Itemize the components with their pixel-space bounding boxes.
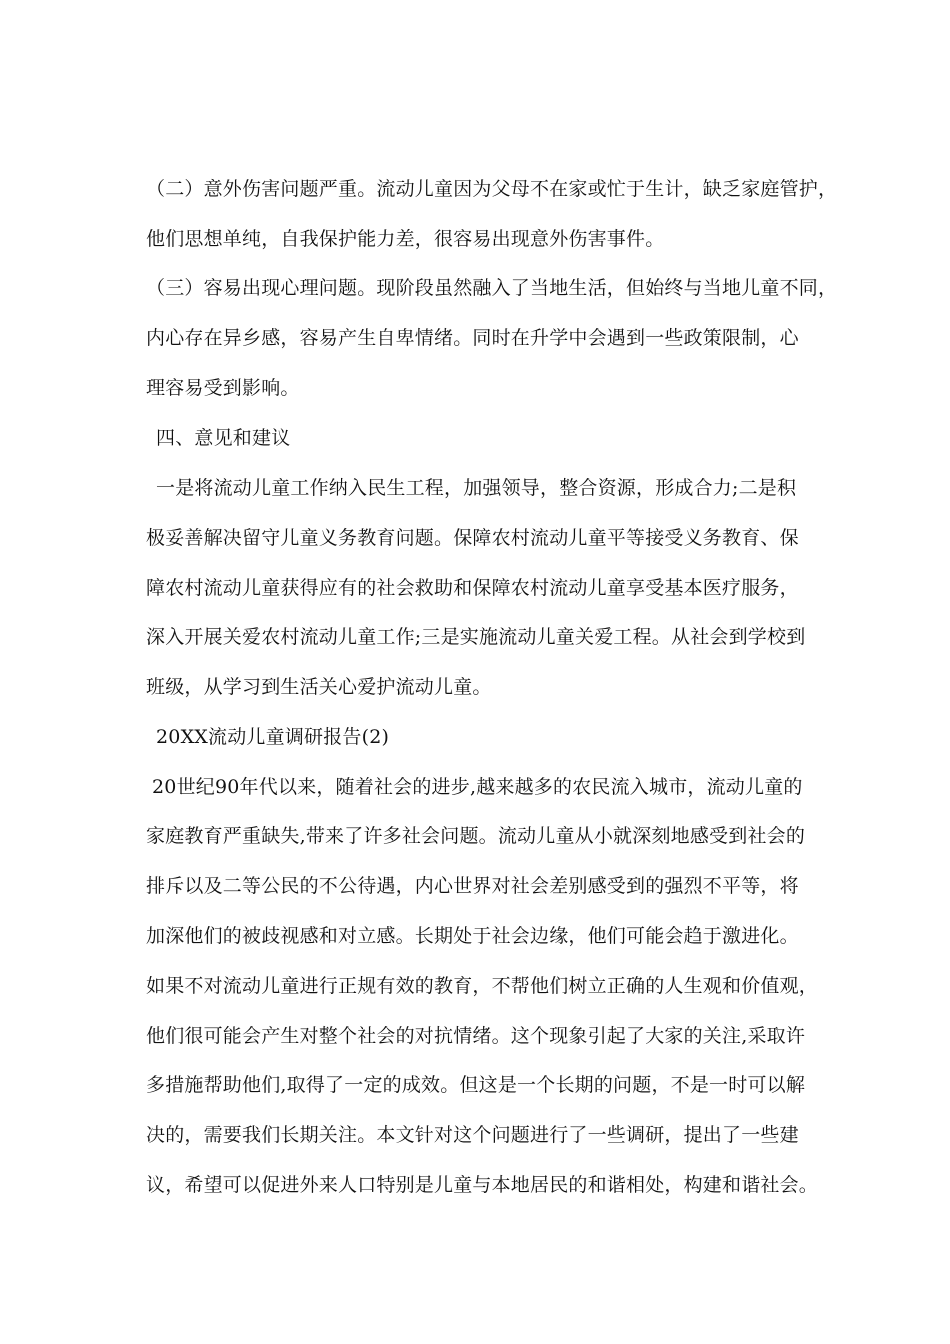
paragraph-line: （二）意外伤害问题严重。流动儿童因为父母不在家或忙于生计，缺乏家庭管护， xyxy=(146,178,838,200)
paragraph-line: 议，希望可以促进外来人口特别是儿童与本地居民的和谐相处，构建和谐社会。 xyxy=(146,1174,819,1196)
paragraph-line: 决的，需要我们长期关注。本文针对这个问题进行了一些调研，提出了一些建 xyxy=(146,1124,799,1146)
paragraph-line: 极妥善解决留守儿童义务教育问题。保障农村流动儿童平等接受义务教育、保 xyxy=(146,527,799,549)
paragraph-line: 障农村流动儿童获得应有的社会救助和保障农村流动儿童享受基本医疗服务， xyxy=(146,577,799,599)
paragraph-line: 排斥以及二等公民的不公待遇，内心世界对社会差别感受到的强烈不平等，将 xyxy=(146,875,799,897)
paragraph-line: 他们很可能会产生对整个社会的对抗情绪。这个现象引起了大家的关注,采取许 xyxy=(146,1025,806,1047)
paragraph-line: 20世纪90年代以来，随着社会的进步,越来越多的农民流入城市，流动儿童的 xyxy=(152,776,803,798)
paragraph-line: 家庭教育严重缺失,带来了许多社会问题。流动儿童从小就深刻地感受到社会的 xyxy=(146,825,806,847)
paragraph-line: 理容易受到影响。 xyxy=(146,377,300,399)
section-heading: 四、意见和建议 xyxy=(156,427,291,449)
paragraph-line: 深入开展关爱农村流动儿童工作;三是实施流动儿童关爱工程。从社会到学校到 xyxy=(146,626,806,648)
paragraph-line: 一是将流动儿童工作纳入民生工程，加强领导，整合资源，形成合力;二是积 xyxy=(156,477,797,499)
paragraph-line: 多措施帮助他们,取得了一定的成效。但这是一个长期的问题，不是一时可以解 xyxy=(146,1074,806,1096)
paragraph-line: 班级，从学习到生活关心爱护流动儿童。 xyxy=(146,676,492,698)
paragraph-line: 内心存在异乡感，容易产生自卑情绪。同时在升学中会遇到一些政策限制，心 xyxy=(146,327,799,349)
paragraph-line: 他们思想单纯，自我保护能力差，很容易出现意外伤害事件。 xyxy=(146,228,665,250)
report-title: 20XX流动儿童调研报告(2) xyxy=(156,726,390,748)
paragraph-line: 如果不对流动儿童进行正规有效的教育，不帮他们树立正确的人生观和价值观， xyxy=(146,975,819,997)
paragraph-line: 加深他们的被歧视感和对立感。长期处于社会边缘，他们可能会趋于激进化。 xyxy=(146,925,799,947)
paragraph-line: （三）容易出现心理问题。现阶段虽然融入了当地生活，但始终与当地儿童不同， xyxy=(146,277,838,299)
